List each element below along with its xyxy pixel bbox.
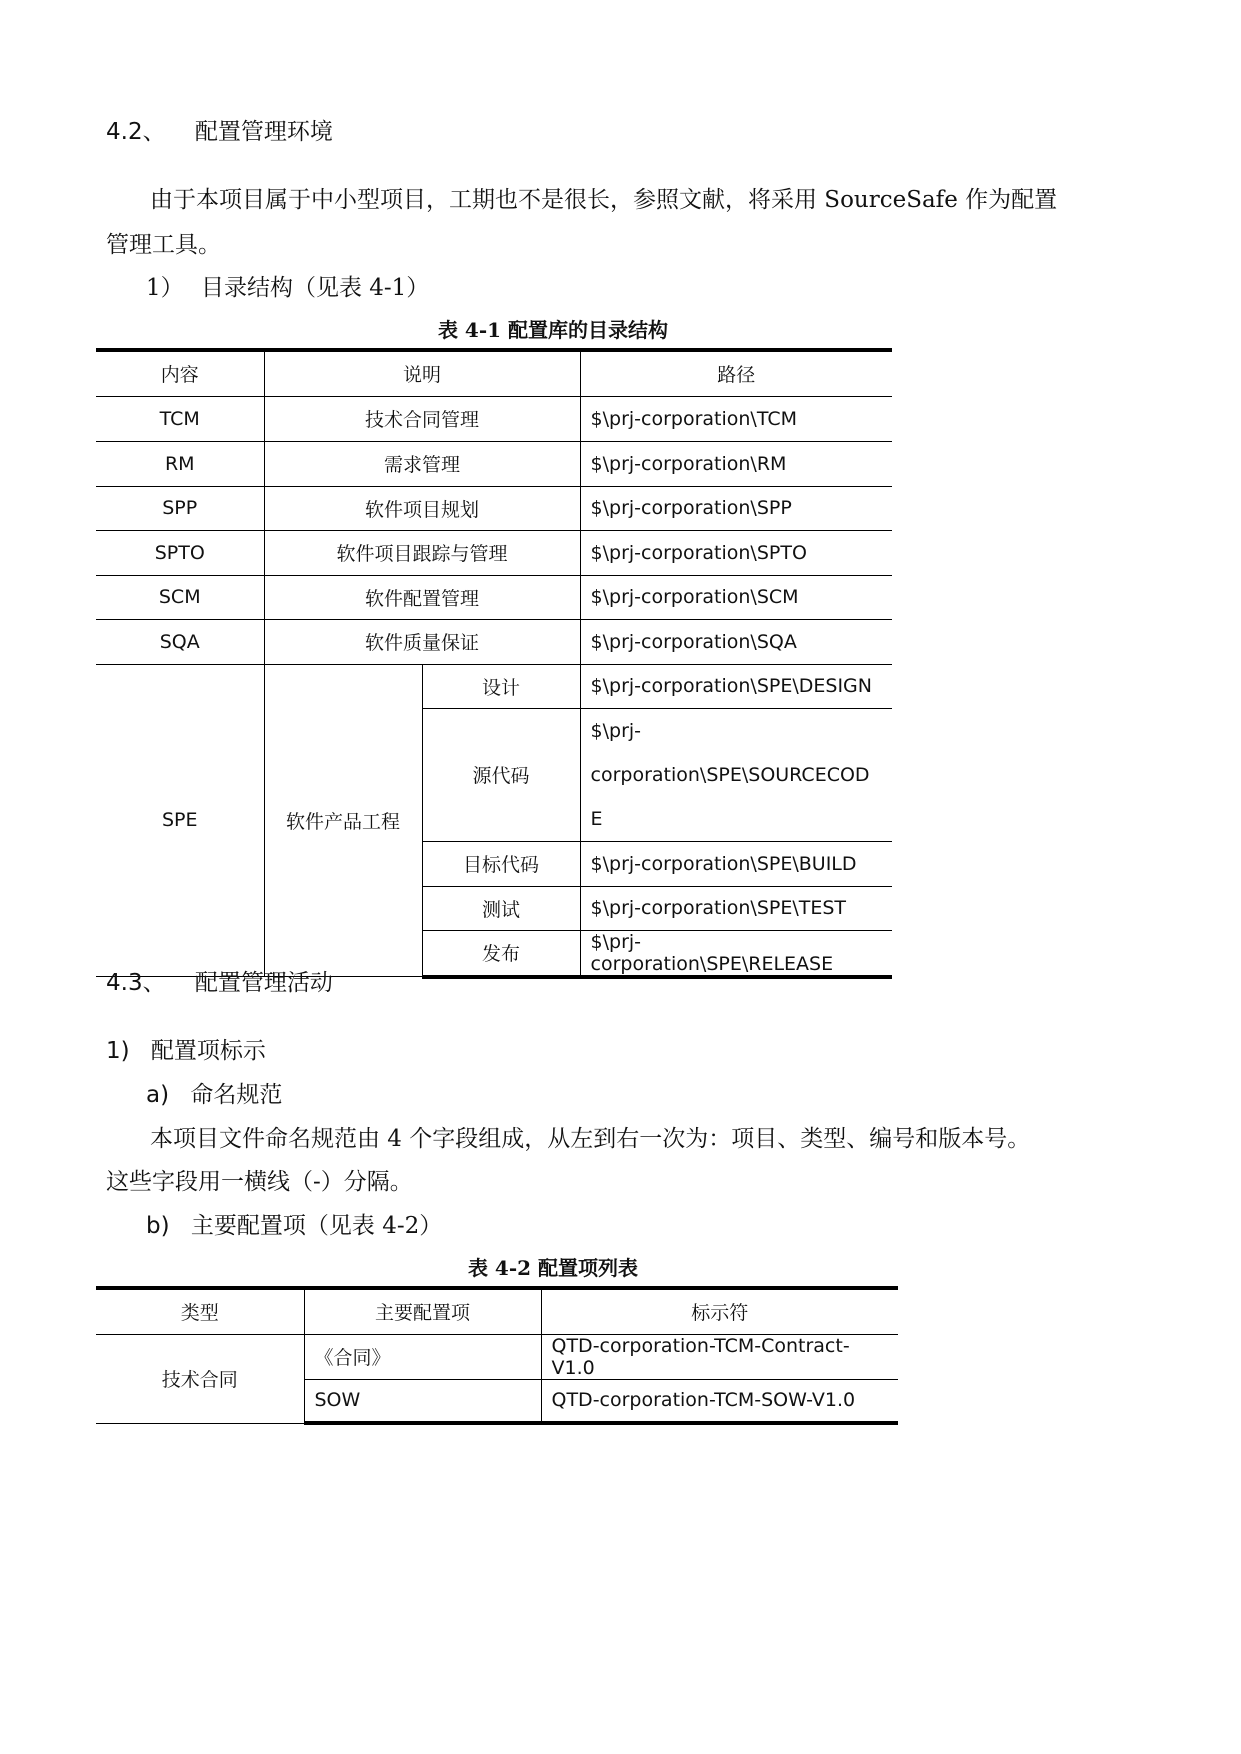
section-heading-4-2	[106, 113, 333, 146]
header-path: 路径	[580, 350, 892, 396]
spe-sub-name: 设计	[422, 664, 580, 708]
header-description: 说明	[264, 350, 580, 396]
row-code: SPTO	[96, 530, 264, 575]
table-row	[96, 619, 892, 664]
list-item-text: 命名规范	[190, 1082, 283, 1108]
list-item-text: 配置项标示	[150, 1038, 266, 1064]
row-code: SQA	[96, 619, 264, 664]
row-description: 需求管理	[264, 441, 580, 486]
list-item-naming-convention	[146, 1076, 282, 1109]
row-path: $\prj-corporation\TCM	[580, 396, 892, 441]
row-code: RM	[96, 441, 264, 486]
section-title: 配置管理环境	[194, 119, 333, 145]
spe-sub-path: $\prj-corporation\SPE\SOURCECOD	[590, 719, 870, 786]
spe-sub-name: 目标代码	[422, 841, 580, 886]
row-path: $\prj-corporation\SCM	[580, 575, 892, 619]
row-code: TCM	[96, 396, 264, 441]
spe-sub-path: $\prj-corporation\SPE\DESIGN	[580, 664, 892, 708]
table-row	[96, 1334, 898, 1379]
table-header-row	[96, 350, 892, 396]
list-item-label: 1）	[146, 275, 184, 301]
row-path: $\prj-corporation\RM	[580, 441, 892, 486]
group-type: 技术合同	[96, 1334, 304, 1423]
intro-line-1: 由于本项目属于中小型项目，工期也不是很长，参照文献，将采用 SourceSafe 作为配置	[150, 187, 1058, 213]
spe-sub-path: $\prj-corporation\SPE\BUILD	[580, 841, 892, 886]
spe-description: 软件产品工程	[264, 664, 422, 977]
section-number: 4.2、	[106, 119, 166, 145]
table-row	[96, 486, 892, 530]
header-main-item: 主要配置项	[304, 1288, 541, 1334]
config-items-table	[96, 1286, 898, 1425]
table-caption-4-1: 表 4-1 配置库的目录结构	[437, 318, 669, 342]
directory-structure-table	[96, 348, 892, 979]
row-description: 技术合同管理	[264, 396, 580, 441]
list-item-main-config-items	[146, 1207, 442, 1240]
naming-line-2: 这些字段用一横线（-）分隔。	[106, 1169, 413, 1195]
spe-sub-name: 发布	[422, 930, 580, 977]
list-item-label: a)	[146, 1082, 170, 1108]
naming-line-1: 本项目文件命名规范由 4 个字段组成，从左到右一次为：项目、类型、编号和版本号。	[150, 1126, 1031, 1152]
section-title: 配置管理活动	[194, 970, 333, 996]
header-identifier: 标示符	[541, 1288, 898, 1334]
row-item: 《合同》	[304, 1334, 541, 1379]
row-identifier: QTD-corporation-TCM-Contract-V1.0	[541, 1334, 898, 1379]
spe-code: SPE	[96, 664, 264, 977]
list-item-text: 主要配置项（见表 4-2）	[190, 1213, 443, 1239]
list-item-config-identification	[106, 1032, 266, 1065]
table-header-row	[96, 1288, 898, 1334]
spe-sub-path: $\prj-corporation\SPE\TEST	[580, 886, 892, 930]
header-type: 类型	[96, 1288, 304, 1334]
row-path: $\prj-corporation\SPTO	[580, 530, 892, 575]
row-identifier: QTD-corporation-TCM-SOW-V1.0	[541, 1379, 898, 1423]
spe-sub-name: 测试	[422, 886, 580, 930]
row-description: 软件质量保证	[264, 619, 580, 664]
intro-line-2: 管理工具。	[106, 232, 221, 258]
table-caption-4-2: 表 4-2 配置项列表	[467, 1256, 639, 1280]
table-row	[96, 396, 892, 441]
header-content: 内容	[96, 350, 264, 396]
row-description: 软件项目跟踪与管理	[264, 530, 580, 575]
table-row-spe	[96, 664, 892, 708]
spe-sub-path: $\prj-corporation\SPE\RELEASE	[580, 930, 892, 977]
list-item-directory-structure	[146, 269, 429, 302]
row-description: 软件配置管理	[264, 575, 580, 619]
section-heading-4-3	[106, 964, 333, 997]
row-description: 软件项目规划	[264, 486, 580, 530]
table-row	[96, 530, 892, 575]
table-row	[96, 575, 892, 619]
row-code: SCM	[96, 575, 264, 619]
spe-sub-path-continued: E	[590, 807, 603, 830]
spe-sub-name: 源代码	[422, 708, 580, 841]
section-number: 4.3、	[106, 970, 166, 996]
list-item-label: b)	[146, 1213, 170, 1239]
spe-sub-path-cell	[580, 708, 892, 841]
list-item-text: 目录结构（见表 4-1）	[200, 275, 430, 301]
table-row	[96, 441, 892, 486]
row-path: $\prj-corporation\SPP	[580, 486, 892, 530]
row-item: SOW	[304, 1379, 541, 1423]
row-path: $\prj-corporation\SQA	[580, 619, 892, 664]
list-item-label: 1)	[106, 1038, 130, 1064]
row-code: SPP	[96, 486, 264, 530]
